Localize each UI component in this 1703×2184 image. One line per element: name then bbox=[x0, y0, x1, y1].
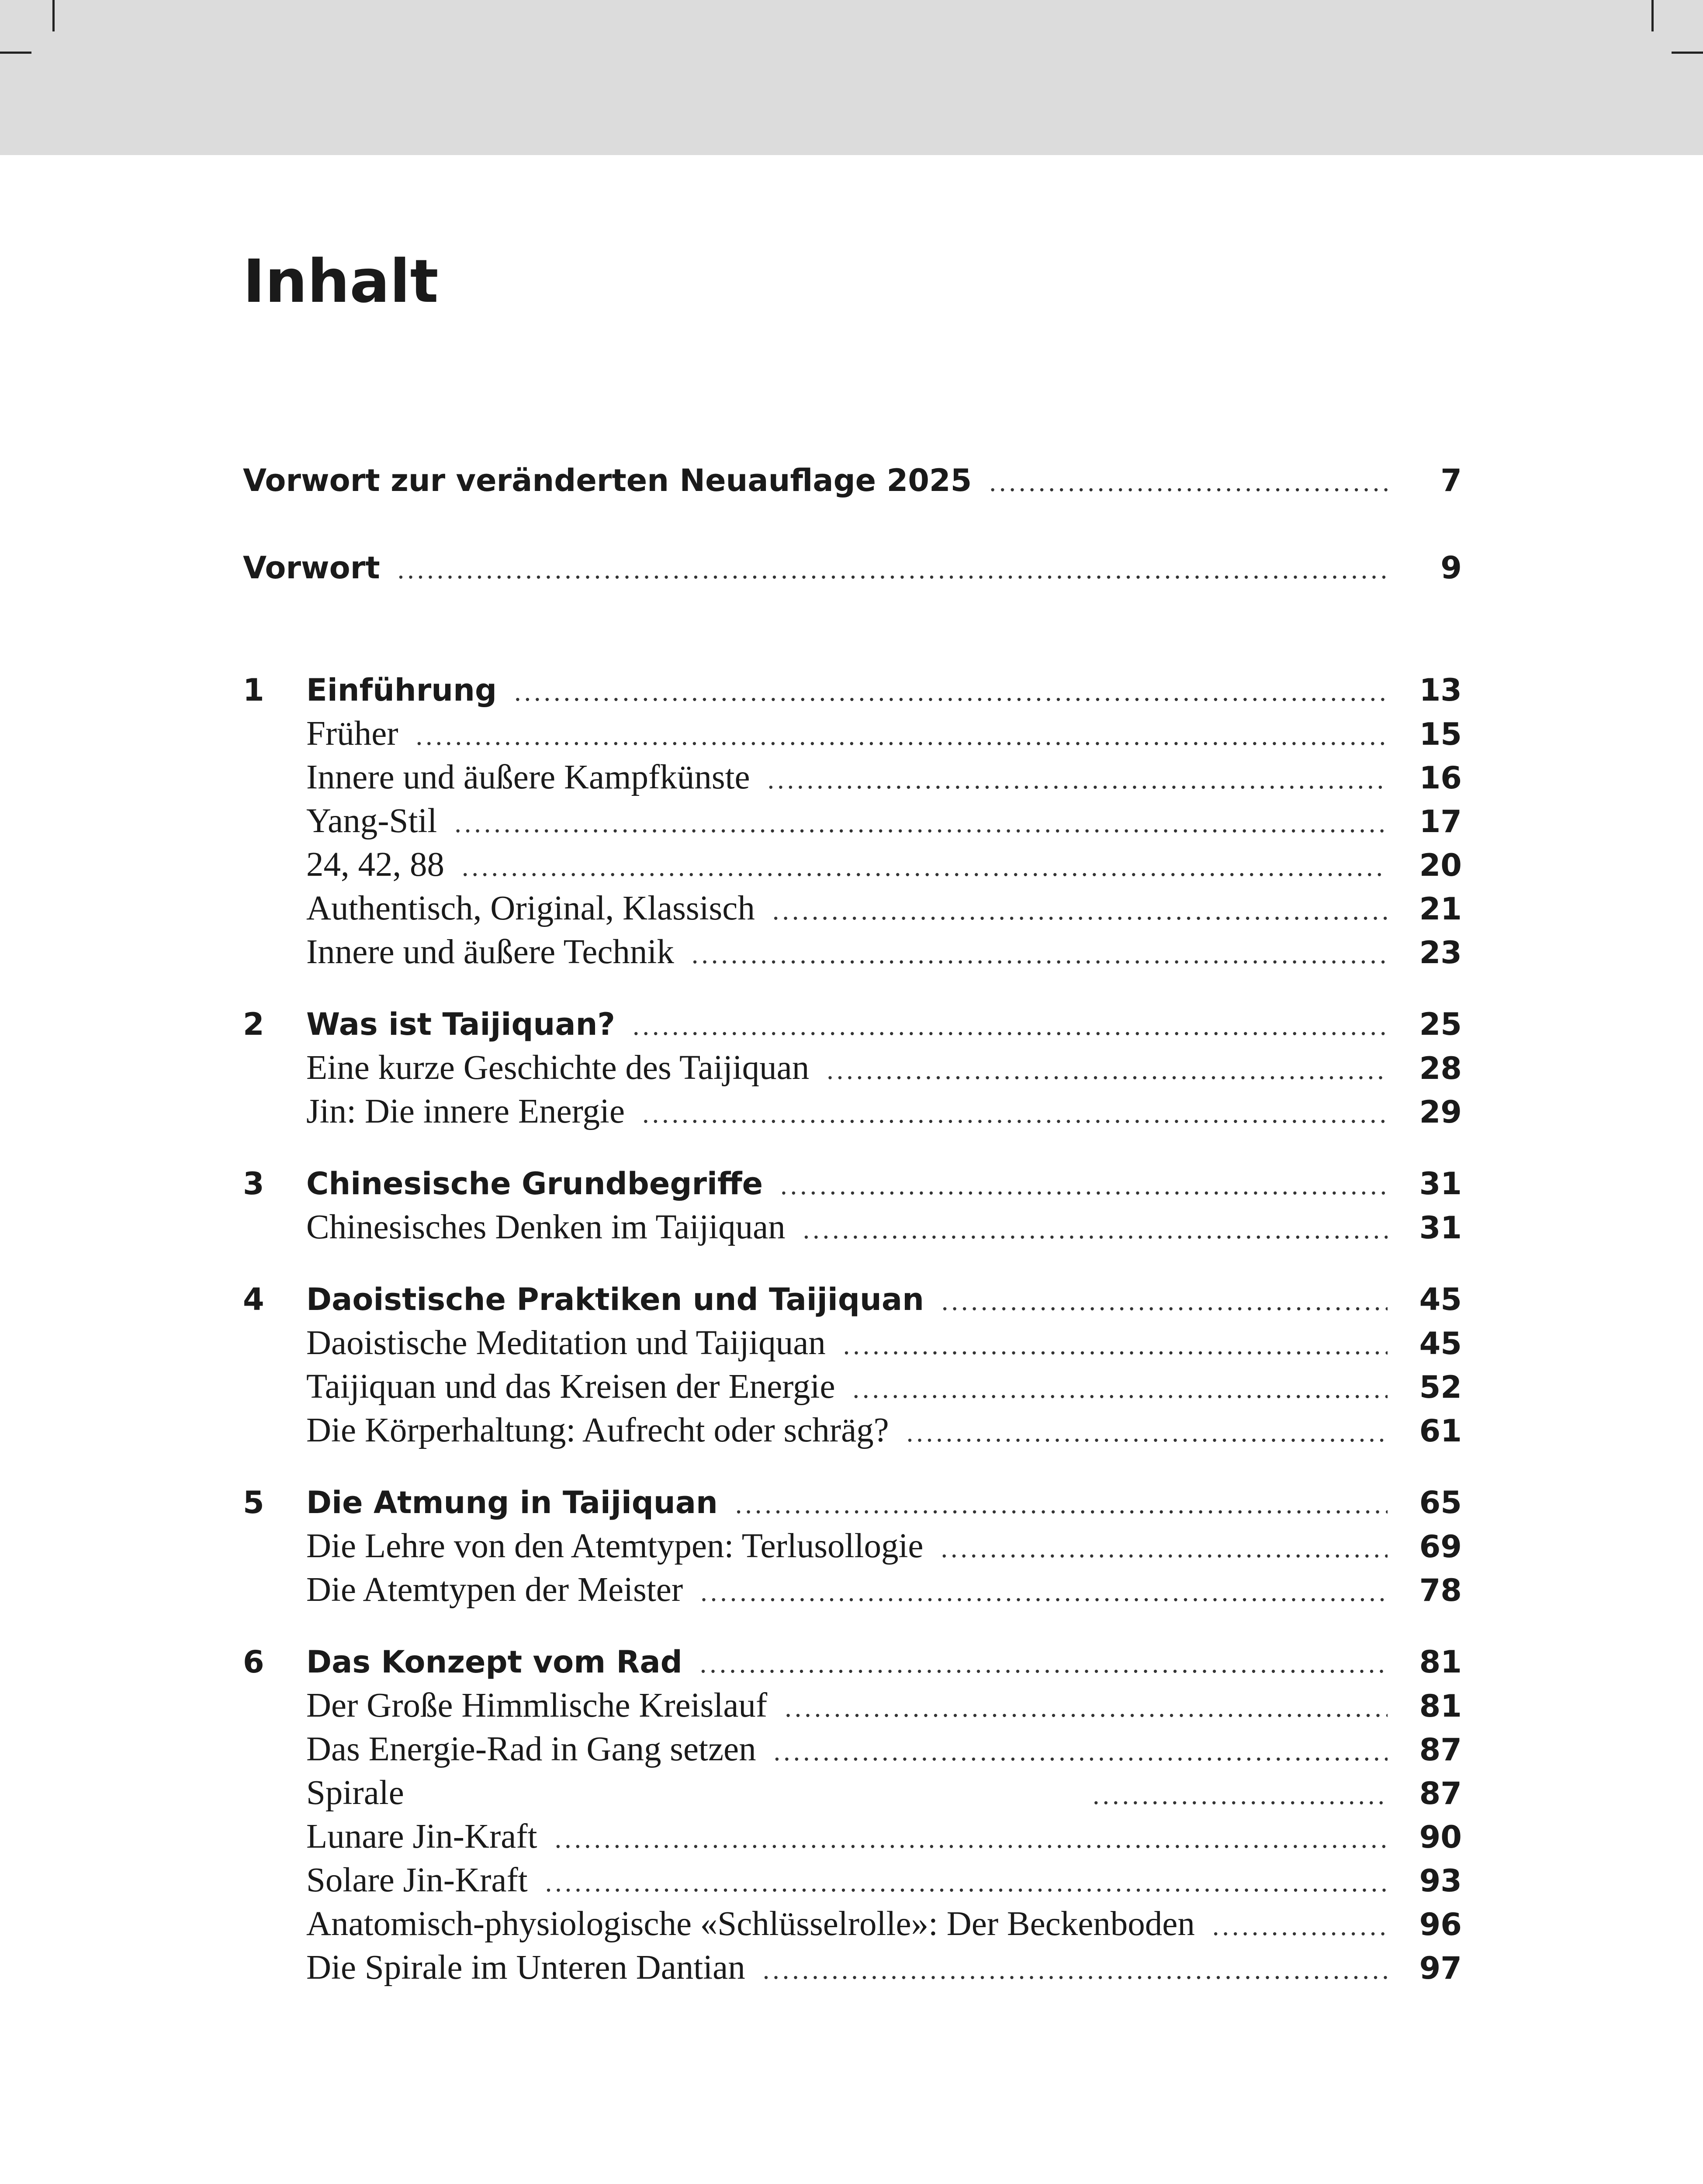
toc-page-number: 7 bbox=[1440, 463, 1462, 498]
section-title: Spirale bbox=[306, 1774, 404, 1812]
toc-entry-front-matter[interactable] bbox=[243, 437, 1462, 524]
section-title: Die Atemtypen der Meister bbox=[306, 1571, 683, 1609]
toc-section[interactable] bbox=[243, 887, 1462, 930]
toc-section[interactable] bbox=[243, 1684, 1462, 1728]
toc-chapter-4[interactable] bbox=[243, 1278, 1462, 1321]
section-title: Taijiquan und das Kreisen der Energie bbox=[306, 1368, 835, 1406]
toc-page-number: 9 bbox=[1440, 550, 1462, 586]
chapter-number: 6 bbox=[243, 1644, 264, 1680]
chapter-title: Daoistische Praktiken und Taijiquan bbox=[306, 1282, 924, 1317]
section-title: 24, 42, 88 bbox=[306, 846, 444, 884]
toc-leader-dots bbox=[827, 1048, 1388, 1092]
toc-leader-dots bbox=[735, 1482, 1388, 1526]
section-title: Früher bbox=[306, 715, 398, 753]
toc-page-number: 23 bbox=[1419, 935, 1462, 971]
toc-section[interactable] bbox=[243, 1524, 1462, 1568]
section-title: Innere und äußere Kampfkünste bbox=[306, 758, 750, 796]
toc-page-number: 20 bbox=[1419, 847, 1462, 883]
toc-leader-dots bbox=[803, 1208, 1388, 1251]
toc-section[interactable] bbox=[243, 1046, 1462, 1090]
section-title: Die Spirale im Unteren Dantian bbox=[306, 1949, 745, 1987]
toc-leader-dots bbox=[633, 1004, 1388, 1048]
section-title: Daoistische Meditation und Taijiquan bbox=[306, 1324, 826, 1362]
toc-leader-dots bbox=[454, 802, 1388, 845]
toc-chapter-1[interactable] bbox=[243, 668, 1462, 712]
toc-leader-dots bbox=[941, 1279, 1388, 1323]
section-title: Solare Jin-Kraft bbox=[306, 1861, 528, 1899]
toc-chapter-2[interactable] bbox=[243, 1002, 1462, 1046]
chapter-number: 5 bbox=[243, 1485, 264, 1521]
toc-leader-dots bbox=[907, 1411, 1388, 1455]
toc-section[interactable] bbox=[243, 799, 1462, 843]
section-title: Das Energie-Rad in Gang setzen bbox=[306, 1730, 756, 1768]
chapter-title: Die Atmung in Taijiquan bbox=[306, 1485, 718, 1521]
toc-page-number: 31 bbox=[1419, 1210, 1462, 1246]
toc-page-number: 81 bbox=[1419, 1644, 1462, 1680]
table-of-contents bbox=[243, 437, 1462, 1990]
chapter-number: 2 bbox=[243, 1006, 264, 1042]
section-title: Lunare Jin-Kraft bbox=[306, 1818, 537, 1856]
toc-leader-dots bbox=[545, 1861, 1388, 1904]
toc-entry-front-matter[interactable] bbox=[243, 524, 1462, 612]
toc-leader-dots bbox=[462, 845, 1388, 889]
page-title: Inhalt bbox=[243, 247, 439, 316]
toc-leader-dots bbox=[853, 1367, 1388, 1411]
toc-entry-label: Vorwort zur veränderten Neuauflage 2025 bbox=[243, 463, 972, 498]
toc-leader-dots bbox=[763, 1948, 1388, 1992]
toc-leader-dots bbox=[416, 714, 1388, 758]
toc-page-number: 97 bbox=[1419, 1950, 1462, 1986]
section-title: Chinesisches Denken im Taijiquan bbox=[306, 1208, 786, 1246]
toc-leader-dots bbox=[772, 889, 1388, 933]
toc-page-number: 93 bbox=[1419, 1863, 1462, 1899]
section-title: Eine kurze Geschichte des Taijiquan bbox=[306, 1049, 810, 1087]
toc-leader-dots bbox=[768, 758, 1388, 802]
toc-leader-dots bbox=[843, 1324, 1388, 1367]
toc-page-number: 31 bbox=[1419, 1166, 1462, 1202]
toc-section[interactable] bbox=[243, 843, 1462, 887]
chapter-number: 1 bbox=[243, 672, 264, 708]
section-title: Der Große Himmlische Kreislauf bbox=[306, 1686, 768, 1724]
toc-page-number: 21 bbox=[1419, 891, 1462, 927]
toc-leader-dots bbox=[989, 439, 1388, 526]
chapter-title: Was ist Taijiquan? bbox=[306, 1006, 616, 1042]
toc-leader-dots bbox=[1212, 1904, 1388, 1948]
toc-page-number: 29 bbox=[1419, 1094, 1462, 1130]
toc-section[interactable] bbox=[243, 756, 1462, 799]
toc-page-number: 90 bbox=[1419, 1819, 1462, 1855]
toc-section[interactable] bbox=[243, 1568, 1462, 1612]
toc-chapter-5[interactable] bbox=[243, 1481, 1462, 1524]
toc-leader-dots bbox=[1093, 1773, 1388, 1817]
toc-section[interactable] bbox=[243, 712, 1462, 756]
toc-leader-dots bbox=[700, 1570, 1388, 1614]
toc-page-number: 17 bbox=[1419, 804, 1462, 840]
toc-leader-dots bbox=[642, 1092, 1388, 1136]
chapter-number: 4 bbox=[243, 1282, 264, 1317]
toc-section[interactable] bbox=[243, 930, 1462, 974]
toc-page-number: 65 bbox=[1419, 1485, 1462, 1521]
toc-section[interactable] bbox=[243, 1321, 1462, 1365]
toc-page-number: 96 bbox=[1419, 1907, 1462, 1942]
toc-section[interactable] bbox=[243, 1771, 1462, 1815]
chapter-number: 3 bbox=[243, 1166, 264, 1202]
toc-leader-dots bbox=[780, 1164, 1388, 1207]
toc-leader-dots bbox=[692, 933, 1388, 976]
toc-entry-label: Vorwort bbox=[243, 550, 380, 586]
toc-page-number: 45 bbox=[1419, 1326, 1462, 1362]
toc-page-number: 87 bbox=[1419, 1732, 1462, 1768]
section-title: Jin: Die innere Energie bbox=[306, 1092, 625, 1130]
chapter-title: Das Konzept vom Rad bbox=[306, 1644, 682, 1680]
toc-page-number: 81 bbox=[1419, 1688, 1462, 1724]
section-title: Die Lehre von den Atemtypen: Terlusollogie bbox=[306, 1527, 924, 1565]
toc-page-number: 45 bbox=[1419, 1282, 1462, 1317]
toc-section[interactable] bbox=[243, 1815, 1462, 1859]
toc-section[interactable] bbox=[243, 1365, 1462, 1409]
toc-section[interactable] bbox=[243, 1859, 1462, 1902]
section-title: Yang-Stil bbox=[306, 802, 437, 840]
toc-section[interactable] bbox=[243, 1902, 1462, 1946]
toc-page-number: 69 bbox=[1419, 1529, 1462, 1565]
toc-page-number: 87 bbox=[1419, 1776, 1462, 1811]
toc-chapter-6[interactable] bbox=[243, 1640, 1462, 1684]
toc-page-number: 25 bbox=[1419, 1006, 1462, 1042]
toc-section[interactable] bbox=[243, 1728, 1462, 1771]
section-title: Authentisch, Original, Klassisch bbox=[306, 889, 755, 927]
toc-leader-dots bbox=[774, 1730, 1388, 1773]
toc-page-number: 16 bbox=[1419, 760, 1462, 796]
section-title: Innere und äußere Technik bbox=[306, 933, 674, 971]
chapter-title: Chinesische Grundbegriffe bbox=[306, 1166, 763, 1202]
toc-page-number: 15 bbox=[1419, 716, 1462, 752]
toc-page-number: 52 bbox=[1419, 1369, 1462, 1405]
toc-leader-dots bbox=[514, 670, 1388, 714]
chapter-title: Einführung bbox=[306, 672, 497, 708]
section-title: Anatomisch-physiologische «Schlüsselrolle»: Der Beckenboden bbox=[306, 1905, 1195, 1943]
section-title: Die Körperhaltung: Aufrecht oder schräg? bbox=[306, 1411, 889, 1449]
toc-section[interactable] bbox=[243, 1946, 1462, 1990]
toc-leader-dots bbox=[700, 1642, 1388, 1686]
toc-leader-dots bbox=[941, 1527, 1388, 1570]
toc-chapter-3[interactable] bbox=[243, 1162, 1462, 1206]
toc-leader-dots bbox=[398, 526, 1388, 613]
toc-section[interactable] bbox=[243, 1409, 1462, 1452]
toc-page-number: 28 bbox=[1419, 1051, 1462, 1086]
toc-section[interactable] bbox=[243, 1090, 1462, 1133]
toc-leader-dots bbox=[785, 1686, 1388, 1730]
toc-page-number: 13 bbox=[1419, 672, 1462, 708]
toc-section[interactable] bbox=[243, 1206, 1462, 1249]
toc-leader-dots bbox=[555, 1817, 1388, 1861]
toc-page-number: 61 bbox=[1419, 1413, 1462, 1449]
toc-page-number: 78 bbox=[1419, 1572, 1462, 1608]
